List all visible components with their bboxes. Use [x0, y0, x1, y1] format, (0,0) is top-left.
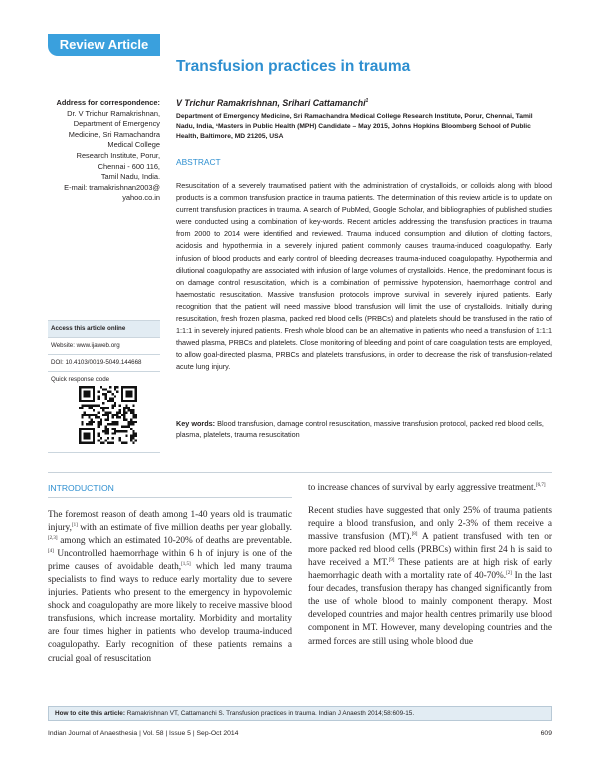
introduction-heading: INTRODUCTION	[48, 483, 292, 498]
qr-label: Quick response code	[51, 376, 110, 383]
correspondence-line: Department of Emergency	[73, 119, 160, 129]
paragraph-text: In the last four decades, transfusion therapy has changed significantly from the use of whole blood to mainly component therapy. Most developed countries and major health centres primarily use blood component in MT. However, many developing countries and the armed forces are still using whole blood due	[308, 571, 552, 647]
citation-ref[interactable]: [4]	[48, 549, 54, 555]
correspondence-line: Medicine, Sri Ramachandra	[68, 129, 160, 139]
how-to-cite-box	[48, 706, 552, 721]
article-title: Transfusion practices in trauma	[176, 58, 411, 75]
paragraph-text: to increase chances of survival by early aggressive treatment.	[308, 483, 536, 493]
correspondence-line: Dr. V Trichur Ramakrishnan,	[67, 108, 160, 118]
citation-ref[interactable]: [1,5]	[181, 562, 191, 568]
paragraph-text: Recent studies have suggested that only 25% of trauma patients require a blood transfusion, and only 2-3% of them receive a massive transfusion (MT).	[308, 506, 552, 543]
paragraph-text: which led many trauma specialists to find ways to reduce early mortality due to severe injuries. Patients who present to the emergency in hypovolemic shock and coagulopathy are more likely to receive massive blood transfusions, which increase mortality. Morbidity and mortality are four times higher in patients who develop trauma-induced coagulopathy. Early recognition of these patients remains a crucial goal of resuscitation	[48, 562, 292, 664]
article-type-badge: Review Article	[48, 34, 160, 56]
access-heading: Access this article online	[48, 321, 160, 338]
citation-ref[interactable]: [9]	[388, 558, 395, 564]
paragraph-text: among which an estimated 10-20% of deaths are preventable.	[57, 536, 292, 547]
page-footer	[48, 730, 552, 737]
paragraph-text: A patient transfused with ten or more packed red blood cells (PRBCs) within first 24 h is said to have received a MT.	[308, 532, 552, 569]
intro-paragraph-2	[308, 505, 552, 649]
keywords-text: Blood transfusion, damage control resuscitation, massive transfusion protocol, packed red blood cells, plasma, platelets, trauma resuscitation	[176, 419, 544, 440]
website-link[interactable]: Website: www.ijaweb.org	[48, 338, 160, 355]
body-column-right	[308, 482, 552, 659]
author-superscript: 1	[365, 98, 369, 105]
paragraph-text: These patients are at high risk of early haemorrhagic death with a mortality rate of 40-70%.	[308, 558, 552, 582]
intro-paragraph-1	[48, 509, 292, 666]
intro-paragraph-continuation	[308, 482, 552, 495]
affiliation: Department of Emergency Medicine, Sri Ramachandra Medical College Research Institute, Porur, Chennai, Tamil Nadu, India, ¹Masters in Public Health (MPH) Candidate – May 2015, Johns Hopkins Bloomberg School of Public Health, Baltimore, MD 21205, USA	[176, 113, 533, 140]
citation-ref[interactable]: [1]	[71, 522, 78, 528]
paragraph-text: The foremost reason of death among 1-40 years old is traumatic injury,	[48, 510, 292, 534]
correspondence-line: Tamil Nadu, India.	[100, 172, 160, 182]
citation-ref[interactable]: [6,7]	[535, 482, 546, 488]
citation-ref[interactable]: [2,3]	[48, 536, 58, 541]
author-names: V Trichur Ramakrishnan, Srihari Cattamanchi	[176, 98, 366, 108]
abstract-heading: ABSTRACT	[176, 157, 221, 167]
abstract-text: Resuscitation of a severely traumatised patient with the administration of crystalloids, or colloids along with blood products is a common transfusion practice in trauma patients. The determination of this review article is to update on current transfusion practices in trauma. A search of PubMed, Google Scholar, and bibliographies of published studies were conducted using a combination of key-words. Recent articles addressing the transfusion practices in trauma from 2000 to 2014 were identified and reviewed. Trauma induced consumption and dilution of clotting factors, acidosis and hypothermia in a severely injured patient commonly causes trauma-induced coagulopathy. Early infusion of blood products and early control of bleeding decreases trauma-induced coagulopathy. Hypothermia and dilutional coagulopathy are associated with infusion of large volumes of crystalloids. Hence, the predominant focus is on damage control resuscitation, which is a combination of permissive hypotension, haemorrhage control and haemostatic resuscitation. Massive transfusion protocols improve survival in severely injured patients. Early recognition that the patient will need massive blood transfusion will limit the use of crystalloids. Initially during resuscitation, fresh frozen plasma, packed red blood cells (PRBCs) and platelets should be transfused in the ratio of 1:1:1 in severely injured patients. Fresh whole blood can be an alternative in patients who need a transfusion of 1:1:1 thawed plasma, PRBCs and platelets. Close monitoring of bleeding and point of care coagulation tests are employed, to allow goal-directed plasma, PRBCs and platelets transfusions, in order to decrease the risk of transfusion-related acute lung injury.	[176, 181, 553, 372]
keywords-label: Key words:	[176, 419, 216, 428]
author-line	[176, 98, 368, 108]
paragraph-text: Uncontrolled haemorrhage within 6 h of injury is one of the prime causes of avoidable death,	[48, 549, 292, 573]
correspondence-heading: Address for correspondence:	[56, 98, 160, 107]
correspondence-email-cont[interactable]: yahoo.co.in	[122, 193, 160, 203]
cite-text: Ramakrishnan VT, Cattamanchi S. Transfusion practices in trauma. Indian J Anaesth 2014;58:609-15.	[126, 710, 415, 717]
qr-code-icon[interactable]	[79, 386, 137, 444]
correspondence-line: Medical College	[107, 140, 160, 150]
correspondence-block	[36, 98, 160, 204]
qr-section	[48, 372, 160, 453]
citation-ref[interactable]: [2]	[506, 571, 512, 577]
body-column-left	[48, 509, 292, 676]
keywords	[176, 418, 552, 440]
section-divider	[48, 472, 552, 473]
page-number: 609	[540, 730, 552, 737]
citation-ref[interactable]: [8]	[411, 532, 418, 538]
paragraph-text: with an estimate of five million deaths per year globally.	[77, 523, 292, 534]
cite-label: How to cite this article:	[55, 710, 125, 717]
journal-info: Indian Journal of Anaesthesia | Vol. 58 | Issue 5 | Sep-Oct 2014	[48, 730, 239, 737]
correspondence-email[interactable]: E-mail: tramakrishnan2003@	[64, 182, 160, 192]
doi-link[interactable]: DOI: 10.4103/0019-5049.144668	[48, 355, 160, 372]
access-online-panel	[48, 320, 160, 453]
correspondence-line: Research Institute, Porur,	[76, 150, 160, 160]
correspondence-line: Chennai - 600 116,	[97, 161, 160, 171]
